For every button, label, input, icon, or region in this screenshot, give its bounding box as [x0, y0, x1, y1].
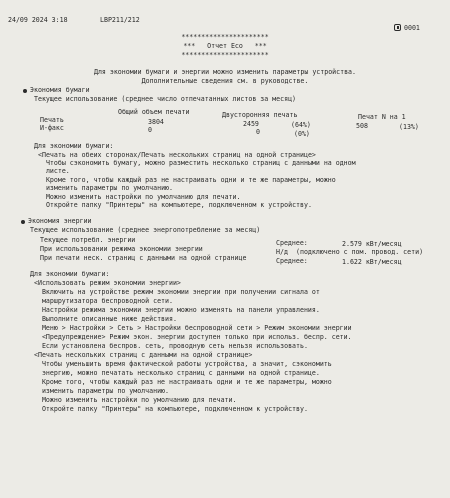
col-header-duplex: Двусторонняя печать — [222, 111, 298, 119]
energy-section-subtitle: Текущее использование (среднее энергопотребление за месяц) — [30, 226, 261, 234]
tip-line: изменить параметры по умолчанию. — [34, 387, 169, 395]
tip-line: листе. — [38, 167, 70, 175]
tip-line: <Печать нескольких страниц с данными на одной странице> — [34, 351, 253, 359]
row-value: (подключено с пом. провод. сети) — [296, 248, 424, 256]
tip-line: Можно изменить настройки по умолчанию для печати. — [34, 396, 237, 404]
page-number: 0001 — [404, 24, 420, 32]
row-nup-pct: (13%) — [399, 123, 419, 131]
paper-tips-heading: Для экономии бумаги: — [34, 142, 114, 150]
tip-line: Чтобы уменьшить время фактической работы устройства, а значит, сэкономить — [34, 360, 332, 368]
row-label: И-факс — [40, 124, 64, 132]
tip-line: <Предупреждение> Режим экон. энергии доступен только при использ. беспр. сети. — [34, 333, 352, 341]
row-duplex-pct: (0%) — [294, 130, 310, 138]
tip-line: Если установлена беспров. сеть, проводную сеть нельзя использовать. — [34, 342, 308, 350]
row-label: При использовании режима экономии энергии — [40, 245, 203, 253]
row-key: Среднее: — [276, 239, 308, 247]
tip-line: Откройте папку "Принтеры" на компьютере, подключенном к устройству. — [38, 201, 312, 209]
tip-line: Включить на устройстве режим экономии энергии при получении сигнала от — [34, 288, 320, 296]
row-duplex-pct: (64%) — [291, 121, 311, 129]
row-duplex: 2459 — [243, 120, 259, 128]
tip-line: Можно изменить настройки по умолчанию для печати. — [38, 193, 241, 201]
tip-line: <Использовать режим экономии энергии> — [34, 279, 181, 287]
stars-bottom: ********************** — [181, 51, 269, 59]
col-header-nup: Печат N на 1 — [358, 113, 406, 121]
tip-line: Кроме того, чтобы каждый раз не настраивать одни и те же параметры, можно — [38, 176, 336, 184]
tip-line: энергию, можно печатать несколько страниц с данными на одной странице. — [34, 369, 320, 377]
bullet-icon — [23, 89, 27, 93]
tip-line: Настройки режима экономии энергии можно изменять на панели управления. — [34, 306, 320, 314]
row-label: При печати неск. страниц с данными на одной странице — [40, 254, 247, 262]
energy-section-title: Экономия энергии — [28, 217, 92, 225]
row-value: 1.622 кВт/месяц — [342, 258, 402, 266]
report-title: *** Отчет Eco *** — [183, 42, 267, 50]
printer-model: LBP211/212 — [100, 16, 140, 24]
row-value: 2.579 кВт/месяц — [342, 240, 402, 248]
canon-page-icon — [394, 24, 401, 31]
tip-line: изменить параметры по умолчанию. — [38, 184, 173, 192]
row-total: 3804 — [148, 118, 164, 126]
tip-line: Чтобы сэкономить бумагу, можно разместить несколько страниц с данными на одном — [38, 159, 356, 167]
row-key: Среднее: — [276, 257, 308, 265]
row-label: Печать — [40, 116, 64, 124]
tip-line: Кроме того, чтобы каждый раз не настраивать одни и те же параметры, можно — [34, 378, 332, 386]
row-nup: 508 — [356, 122, 368, 130]
tip-line: <Печать на обеих сторонах/Печать нескольких страниц на одной странице> — [38, 151, 316, 159]
intro-line-1: Для экономии бумаги и энергии можно изменить параметры устройства. — [93, 68, 356, 76]
paper-section-title: Экономия бумаги — [30, 86, 90, 94]
row-total: 0 — [148, 126, 152, 134]
intro-line-2: Дополнительные сведения см. в руководстве. — [141, 77, 309, 85]
paper-section-subtitle: Текущее использование (среднее число отпечатанных листов за месяц) — [34, 95, 297, 103]
tip-line: Меню > Настройки > Сеть > Настройки беспроводной сети > Режим экономии энергии — [34, 324, 352, 332]
col-header-total: Общий объем печати — [118, 108, 190, 116]
row-key: Н/д — [276, 248, 288, 256]
stars-top: ********************** — [181, 33, 269, 41]
tip-line: маршрутизатора беспроводной сети. — [34, 297, 173, 305]
bullet-icon — [21, 220, 25, 224]
tip-line: Выполните описанные ниже действия. — [34, 315, 177, 323]
tip-line: Откройте папку "Принтеры" на компьютере, подключенном к устройству. — [34, 405, 308, 413]
row-label: Текущее потребл. энергии — [40, 236, 136, 244]
report-date: 24/09 2024 3:18 — [8, 16, 68, 24]
energy-tips-heading: Для экономии бумаги: — [30, 270, 110, 278]
row-duplex: 0 — [256, 128, 260, 136]
